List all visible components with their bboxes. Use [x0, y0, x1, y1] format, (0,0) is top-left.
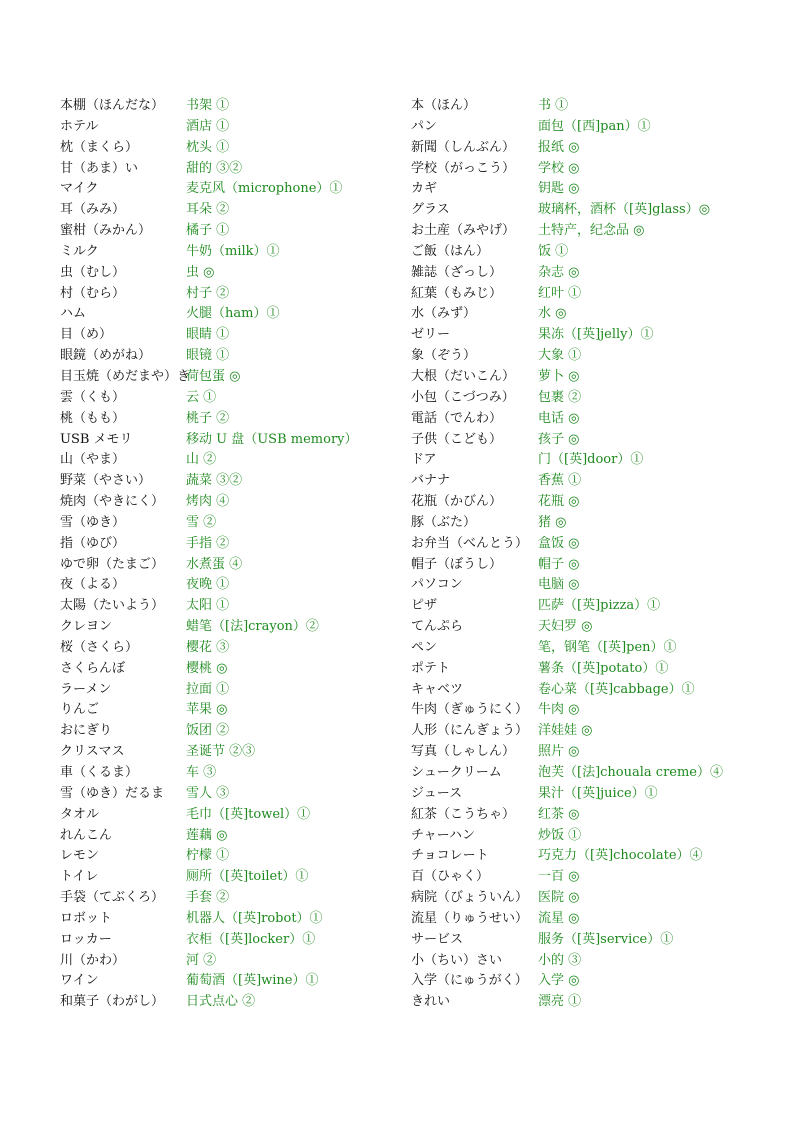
chinese-translation: 报纸 ◎: [538, 139, 580, 155]
chinese-translation: 夜晚 ①: [186, 577, 230, 593]
vocab-entry: [60, 159, 420, 180]
chinese-translation: 山 ②: [186, 452, 217, 468]
chinese-translation: 苹果 ◎: [186, 702, 228, 718]
vocab-entry: [411, 492, 771, 513]
chinese-translation: 甜的 ③②: [186, 160, 243, 176]
japanese-word: 雪（ゆき）: [60, 514, 126, 530]
japanese-word: 川（かわ）: [60, 952, 126, 968]
chinese-translation: 学校 ◎: [538, 160, 580, 176]
vocab-entry: [411, 242, 771, 263]
vocab-entry: [411, 555, 771, 576]
chinese-translation: 果汁（[英]juice）①: [538, 785, 658, 801]
chinese-translation: 车 ③: [186, 765, 217, 780]
vocab-entry: [60, 471, 420, 492]
vocab-entry: [60, 763, 420, 784]
japanese-word: 花瓶（かびん）: [411, 494, 503, 510]
vocab-entry: [411, 659, 771, 680]
vocab-entry: [60, 221, 420, 242]
vocab-entry: [411, 617, 771, 638]
vocab-entry: [411, 138, 771, 159]
chinese-translation: 流星 ◎: [538, 910, 580, 926]
vocab-entry: [411, 367, 771, 388]
vocab-entry: [60, 263, 420, 284]
chinese-translation: 薯条（[英]potato）①: [538, 660, 669, 676]
vocab-entry: [411, 430, 771, 451]
japanese-word: 蜜柑（みかん）: [60, 223, 152, 239]
chinese-translation: 毛巾（[英]towel）①: [186, 806, 311, 822]
chinese-translation: 樱桃 ◎: [186, 660, 228, 676]
japanese-word: シュークリーム: [411, 765, 502, 780]
japanese-word: 百（ひゃく）: [411, 869, 490, 885]
japanese-word: 入学（にゅうがく）: [411, 973, 528, 989]
japanese-word: 手袋（てぶくろ）: [60, 890, 165, 906]
chinese-translation: 一百 ◎: [538, 869, 580, 885]
japanese-word: パソコン: [411, 577, 463, 593]
japanese-word: 電話（でんわ）: [411, 410, 503, 426]
chinese-translation: 日式点心 ②: [186, 994, 256, 1010]
vocab-entry: [60, 888, 420, 909]
japanese-word: 帽子（ぼうし）: [411, 556, 503, 572]
chinese-translation: 云 ①: [186, 389, 217, 405]
left-vocabulary-column: [60, 96, 420, 1013]
vocab-entry: [60, 492, 420, 513]
chinese-translation: 桃子 ②: [186, 410, 230, 426]
vocab-entry: [60, 680, 420, 701]
japanese-word: グラス: [411, 202, 450, 218]
vocab-entry: [411, 388, 771, 409]
vocab-entry: [411, 638, 771, 659]
chinese-translation: 樱花 ③: [186, 639, 230, 655]
vocab-entry: [60, 304, 420, 325]
vocab-entry: [60, 138, 420, 159]
chinese-translation: 面包（[西]pan）①: [538, 118, 651, 134]
chinese-translation: 照片 ◎: [538, 744, 580, 760]
vocab-entry: [60, 325, 420, 346]
vocab-entry: [411, 96, 771, 117]
japanese-word: ワイン: [60, 973, 99, 989]
japanese-word: 牛肉（ぎゅうにく）: [411, 702, 529, 718]
japanese-word: ミルク: [60, 243, 99, 259]
japanese-word: ロッカー: [60, 931, 112, 947]
japanese-word: 甘（あま）い: [60, 160, 139, 176]
chinese-translation: 匹萨（[英]pizza）①: [538, 598, 661, 614]
japanese-word: 目（め）: [60, 327, 113, 343]
chinese-translation: 书 ①: [538, 98, 569, 113]
chinese-translation: 圣诞节 ②③: [186, 744, 256, 760]
chinese-translation: 柠檬 ①: [186, 848, 230, 864]
vocab-entry: [411, 575, 771, 596]
chinese-translation: 书架 ①: [186, 98, 230, 113]
chinese-translation: 莲藕 ◎: [186, 827, 228, 843]
vocab-entry: [60, 971, 420, 992]
japanese-word: 本棚（ほんだな）: [60, 98, 165, 113]
chinese-translation: 手指 ②: [186, 535, 230, 551]
vocab-entry: [60, 700, 420, 721]
japanese-word: 焼肉（やきにく）: [60, 494, 165, 510]
japanese-word: おにぎり: [60, 723, 113, 739]
japanese-word: 夜（よる）: [60, 577, 126, 593]
chinese-translation: 移动 U 盘（USB memory）: [186, 431, 358, 447]
japanese-word: 子供（こども）: [411, 431, 503, 447]
chinese-translation: 红茶 ◎: [538, 806, 580, 822]
chinese-translation: 萝卜 ◎: [538, 368, 580, 384]
japanese-word: ラーメン: [60, 681, 112, 697]
vocab-entry: [411, 409, 771, 430]
chinese-translation: 耳朵 ②: [186, 202, 230, 218]
japanese-word: お弁当（べんとう）: [411, 535, 529, 551]
chinese-translation: 太阳 ①: [186, 598, 230, 614]
vocab-entry: [411, 596, 771, 617]
japanese-word: チョコレート: [411, 848, 489, 864]
vocab-entry: [60, 784, 420, 805]
japanese-word: タオル: [60, 806, 100, 822]
chinese-translation: 拉面 ①: [186, 681, 230, 697]
chinese-translation: 虫 ◎: [186, 264, 215, 280]
chinese-translation: 牛肉 ◎: [538, 702, 580, 718]
japanese-word: お土産（みやげ）: [411, 223, 516, 239]
japanese-word: 写真（しゃしん）: [411, 744, 516, 760]
japanese-word: ドア: [411, 452, 437, 468]
japanese-word: 桃（もも）: [60, 410, 126, 426]
japanese-word: 小包（こづつみ）: [411, 389, 515, 405]
japanese-word: チャーハン: [411, 827, 475, 843]
vocab-entry: [60, 96, 420, 117]
chinese-translation: 眼镜 ①: [186, 348, 230, 364]
vocab-entry: [60, 659, 420, 680]
chinese-translation: 盒饭 ◎: [538, 535, 580, 551]
japanese-word: 大根（だいこん）: [411, 368, 516, 384]
vocab-entry: [411, 117, 771, 138]
japanese-word: 雑誌（ざっし）: [411, 264, 503, 280]
vocab-entry: [411, 700, 771, 721]
vocab-entry: [411, 805, 771, 826]
chinese-translation: 泡芙（[法]chouala creme）④: [538, 765, 723, 780]
chinese-translation: 雪人 ③: [186, 785, 230, 801]
japanese-word: きれい: [411, 994, 451, 1010]
japanese-word: 目玉焼（めだまや）き: [60, 368, 191, 384]
japanese-word: りんご: [60, 702, 100, 718]
japanese-word: 学校（がっこう）: [411, 160, 516, 176]
vocab-entry: [60, 555, 420, 576]
japanese-word: てんぷら: [411, 619, 464, 635]
vocab-entry: [411, 971, 771, 992]
chinese-translation: 玻璃杯，酒杯（[英]glass）◎: [538, 202, 711, 218]
japanese-word: 紅茶（こうちゃ）: [411, 806, 516, 822]
japanese-word: ジュース: [411, 785, 463, 801]
japanese-word: キャベツ: [411, 681, 464, 697]
vocab-entry: [411, 951, 771, 972]
vocab-entry: [60, 430, 420, 451]
vocab-entry: [411, 513, 771, 534]
chinese-translation: 服务（[英]service）①: [538, 931, 674, 947]
chinese-translation: 眼睛 ①: [186, 327, 230, 343]
chinese-translation: 水 ◎: [538, 306, 567, 322]
japanese-word: 紅葉（もみじ）: [411, 285, 503, 301]
vocab-entry: [411, 284, 771, 305]
chinese-translation: 天妇罗 ◎: [538, 619, 593, 635]
chinese-translation: 蜡笔（[法]crayon）②: [186, 619, 319, 635]
japanese-word: 人形（にんぎょう）: [411, 723, 529, 739]
japanese-word: 眼鏡（めがね）: [60, 348, 152, 364]
japanese-word: クレヨン: [60, 619, 113, 635]
chinese-translation: 饭 ①: [538, 243, 569, 259]
chinese-translation: 村子 ②: [186, 285, 230, 301]
japanese-word: 病院（びょういん）: [411, 890, 529, 906]
chinese-translation: 麦克风（microphone）①: [186, 181, 343, 197]
vocab-entry: [60, 596, 420, 617]
vocab-entry: [411, 721, 771, 742]
chinese-translation: 帽子 ◎: [538, 556, 580, 572]
chinese-translation: 火腿（ham）①: [186, 306, 280, 322]
japanese-word: レモン: [60, 848, 100, 864]
right-vocabulary-column: [411, 96, 771, 1013]
vocab-entry: [60, 930, 420, 951]
chinese-translation: 漂亮 ①: [538, 994, 582, 1010]
japanese-word: 小（ちい）さい: [411, 952, 503, 968]
vocab-entry: [411, 909, 771, 930]
vocab-entry: [411, 992, 771, 1013]
japanese-word: ゆで卵（たまご）: [60, 556, 165, 572]
chinese-translation: 小的 ③: [538, 952, 582, 968]
vocab-entry: [411, 159, 771, 180]
japanese-word: 指（ゆび）: [60, 535, 126, 551]
chinese-translation: 酒店 ①: [186, 118, 230, 134]
japanese-word: バナナ: [411, 473, 451, 489]
vocab-entry: [60, 367, 420, 388]
chinese-translation: 电脑 ◎: [538, 577, 580, 593]
japanese-word: 車（くるま）: [60, 765, 139, 780]
chinese-translation: 大象 ①: [538, 348, 582, 364]
vocab-entry: [60, 826, 420, 847]
chinese-translation: 荷包蛋 ◎: [186, 368, 241, 384]
vocab-entry: [411, 867, 771, 888]
vocab-entry: [60, 805, 420, 826]
vocab-entry: [60, 179, 420, 200]
vocab-entry: [60, 846, 420, 867]
chinese-translation: 洋娃娃 ◎: [538, 723, 593, 739]
japanese-word: サービス: [411, 931, 464, 947]
japanese-word: ご飯（はん）: [411, 243, 490, 259]
chinese-translation: 红叶 ①: [538, 285, 582, 301]
vocab-entry: [411, 742, 771, 763]
vocab-entry: [60, 242, 420, 263]
chinese-translation: 猪 ◎: [538, 514, 567, 530]
chinese-translation: 电话 ◎: [538, 410, 580, 426]
chinese-translation: 炒饭 ①: [538, 827, 582, 843]
chinese-translation: 烤肉 ④: [186, 494, 230, 510]
japanese-word: ホテル: [60, 118, 99, 134]
japanese-word: トイレ: [60, 869, 99, 885]
chinese-translation: 医院 ◎: [538, 890, 580, 906]
vocab-entry: [60, 575, 420, 596]
chinese-translation: 饭团 ②: [186, 723, 230, 739]
japanese-word: 山（やま）: [60, 452, 126, 468]
japanese-word: パン: [411, 118, 438, 134]
chinese-translation: 土特产，纪念品 ◎: [538, 223, 645, 239]
japanese-word: ポテト: [411, 660, 451, 676]
japanese-word: ピザ: [411, 598, 438, 614]
japanese-word: 水（みず）: [411, 306, 477, 322]
japanese-word: さくらんぼ: [60, 660, 126, 676]
japanese-word: 桜（さくら）: [60, 639, 139, 655]
chinese-translation: 河 ②: [186, 952, 217, 968]
vocab-entry: [411, 221, 771, 242]
vocab-entry: [411, 784, 771, 805]
chinese-translation: 香蕉 ①: [538, 473, 582, 489]
japanese-word: 虫（むし）: [60, 264, 126, 280]
vocab-entry: [60, 638, 420, 659]
japanese-word: 太陽（たいよう）: [60, 598, 165, 614]
japanese-word: 耳（みみ）: [60, 202, 126, 218]
japanese-word: 雪（ゆき）だるま: [60, 785, 165, 801]
chinese-translation: 钥匙 ◎: [538, 181, 580, 197]
japanese-word: USB メモリ: [60, 431, 133, 447]
japanese-word: 豚（ぶた）: [411, 514, 477, 530]
chinese-translation: 牛奶（milk）①: [186, 243, 280, 259]
japanese-word: カギ: [411, 181, 438, 197]
chinese-translation: 雪 ②: [186, 514, 217, 530]
vocab-entry: [60, 909, 420, 930]
vocab-entry: [60, 117, 420, 138]
vocab-entry: [411, 325, 771, 346]
vocab-entry: [60, 951, 420, 972]
japanese-word: 雲（くも）: [60, 389, 126, 405]
vocab-entry: [60, 284, 420, 305]
vocab-entry: [411, 179, 771, 200]
vocab-entry: [60, 450, 420, 471]
japanese-word: クリスマス: [60, 744, 125, 760]
japanese-word: ゼリー: [411, 327, 451, 343]
chinese-translation: 水煮蛋 ④: [186, 556, 243, 572]
japanese-word: 村（むら）: [60, 285, 126, 301]
chinese-translation: 笔，钢笔（[英]pen）①: [538, 639, 677, 655]
chinese-translation: 机器人（[英]robot）①: [186, 910, 323, 926]
vocab-entry: [60, 200, 420, 221]
vocab-entry: [411, 826, 771, 847]
japanese-word: ロボット: [60, 910, 113, 926]
japanese-word: 象（ぞう）: [411, 348, 477, 364]
vocab-entry: [60, 513, 420, 534]
vocab-entry: [60, 346, 420, 367]
japanese-word: ペン: [411, 639, 438, 655]
chinese-translation: 手套 ②: [186, 890, 230, 906]
japanese-word: 野菜（やさい）: [60, 473, 152, 489]
chinese-translation: 包裹 ②: [538, 389, 582, 405]
japanese-word: 本（ほん）: [411, 98, 477, 113]
chinese-translation: 杂志 ◎: [538, 264, 580, 280]
vocab-entry: [60, 742, 420, 763]
chinese-translation: 门（[英]door）①: [538, 452, 644, 468]
chinese-translation: 橘子 ①: [186, 223, 230, 239]
vocab-entry: [411, 304, 771, 325]
vocab-entry: [411, 930, 771, 951]
chinese-translation: 果冻（[英]jelly）①: [538, 327, 654, 343]
chinese-translation: 孩子 ◎: [538, 431, 580, 447]
vocab-entry: [411, 680, 771, 701]
chinese-translation: 卷心菜（[英]cabbage）①: [538, 681, 695, 697]
vocab-entry: [60, 534, 420, 555]
chinese-translation: 衣柜（[英]locker）①: [186, 931, 316, 947]
vocab-entry: [411, 200, 771, 221]
chinese-translation: 葡萄酒（[英]wine）①: [186, 973, 319, 989]
japanese-word: 新聞（しんぶん）: [411, 139, 516, 155]
vocab-entry: [60, 388, 420, 409]
vocab-entry: [411, 888, 771, 909]
japanese-word: 和菓子（わがし）: [60, 994, 165, 1010]
japanese-word: マイク: [60, 181, 99, 197]
vocab-entry: [411, 763, 771, 784]
chinese-translation: 入学 ◎: [538, 973, 580, 989]
chinese-translation: 厕所（[英]toilet）①: [186, 869, 309, 885]
chinese-translation: 花瓶 ◎: [538, 494, 580, 510]
chinese-translation: 蔬菜 ③②: [186, 473, 243, 489]
japanese-word: 枕（まくら）: [60, 139, 139, 155]
vocab-entry: [411, 534, 771, 555]
vocab-entry: [60, 721, 420, 742]
chinese-translation: 巧克力（[英]chocolate）④: [538, 848, 703, 864]
vocab-entry: [60, 992, 420, 1013]
vocab-entry: [411, 346, 771, 367]
vocab-entry: [60, 409, 420, 430]
japanese-word: ハム: [60, 306, 87, 322]
vocab-entry: [411, 471, 771, 492]
vocab-entry: [411, 450, 771, 471]
chinese-translation: 枕头 ①: [186, 139, 230, 155]
vocab-entry: [411, 846, 771, 867]
japanese-word: れんこん: [60, 827, 113, 843]
japanese-word: 流星（りゅうせい）: [411, 910, 529, 926]
vocab-entry: [60, 617, 420, 638]
vocab-entry: [411, 263, 771, 284]
vocab-entry: [60, 867, 420, 888]
